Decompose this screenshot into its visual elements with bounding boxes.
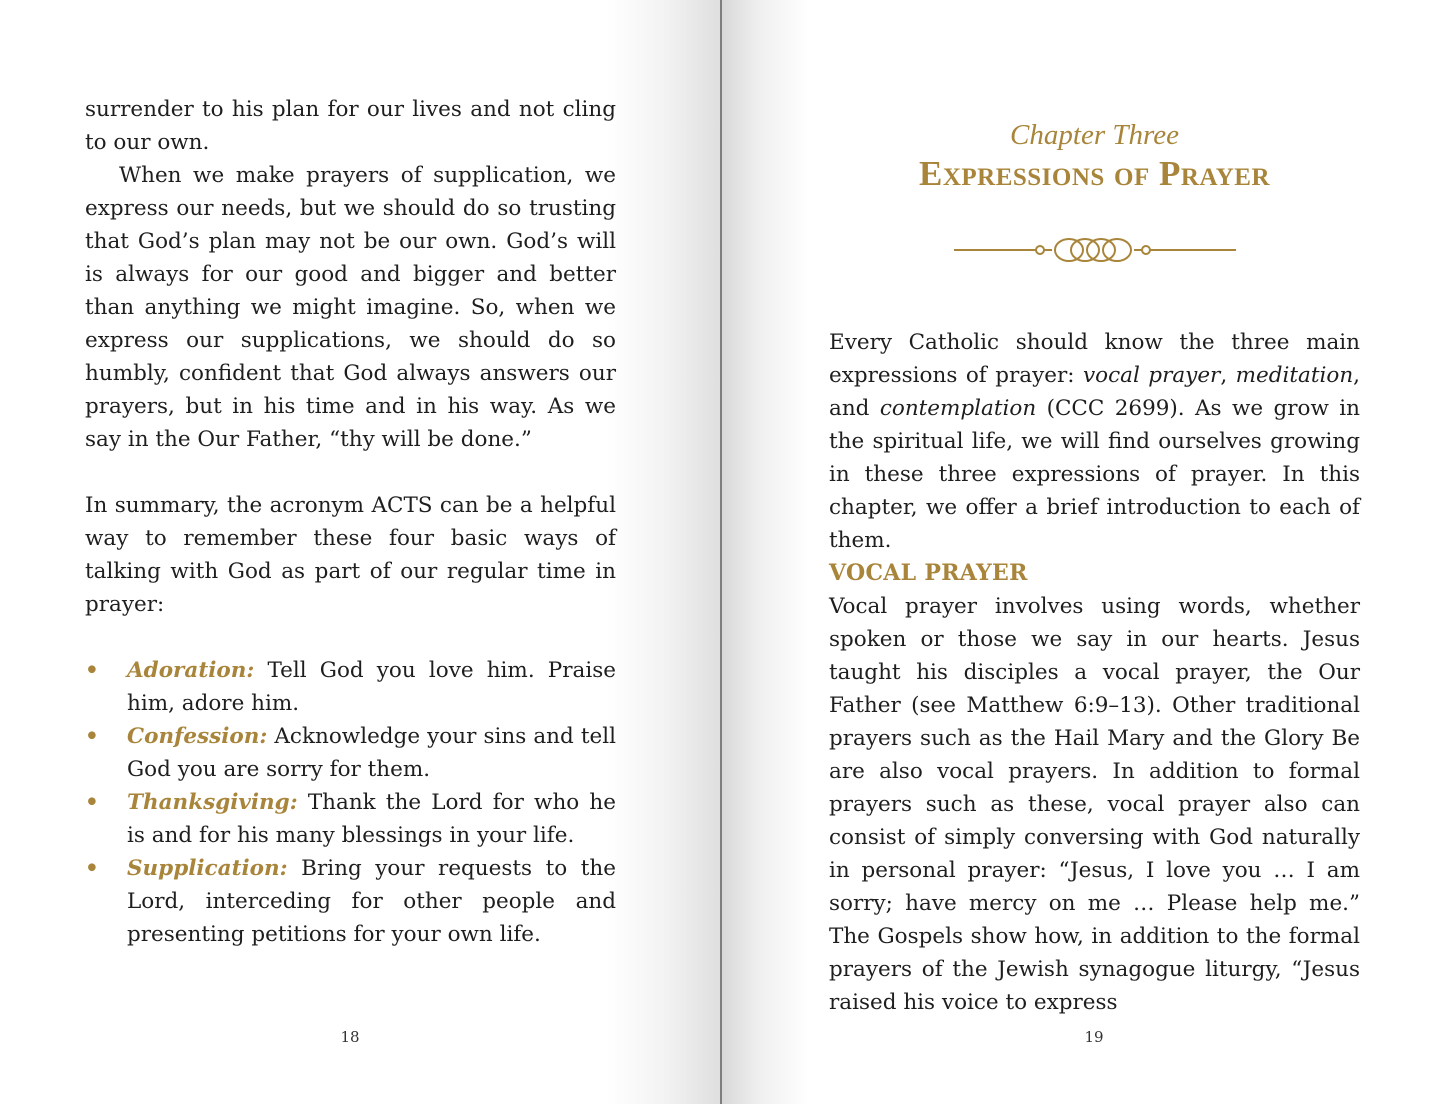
section-heading-vocal-prayer: VOCAL PRAYER [829,560,1028,586]
chapter-title: Expressions of Prayer [918,154,1271,193]
left-page [0,0,722,1104]
intro-emphasis-vocal: vocal prayer [1083,363,1221,388]
intro-emphasis-contemplation: contemplation [879,396,1037,421]
list-item-confession [85,720,616,786]
chapter-label: Chapter Three [1010,119,1179,151]
text-supplication: Bring your requests to the Lord, interceding for other people and presenting petitions for your own life. [127,856,616,947]
paragraph-supplication: When we make prayers of supplication, we express our needs, but we should do so trusting that God’s plan may not be our own. God’s will is always for our good and bigger and better than anything we might imagine. So, when we express our supplications, we should do so humbly, confident that God always answers our prayers, but in his time and in his way. As we say in the Our Father, “thy will be done.” [85,163,616,452]
term-supplication: Supplication: [127,856,288,881]
paragraph-vocal-prayer: Vocal prayer involves using words, whether spoken or those we say in our hearts. Jesus taught his disciples a vocal prayer, the Our Father (see Matthew 6:9–13). Other traditional prayers such as the Hail Mary and the Glory Be are also vocal prayers. In addition to formal prayers such as these, vocal prayer also can consist of simply conversing with God naturally in personal prayer: “Jesus, I love you … I am sorry; have mercy on me … Please help me.” The Gospels show how, in addition to the formal prayers of the Jewish synagogue liturgy, “Jesus raised his voice to express [829,594,1360,1015]
paragraph-intro [829,326,1360,557]
bullet-icon: • [85,658,99,683]
bullet-icon: • [85,790,99,815]
right-page [722,0,1445,1104]
paragraph-continuation: surrender to his plan for our lives and not cling to our own. [85,97,616,155]
ornament-divider-icon [952,233,1238,267]
paragraph-summary: In summary, the acronym ACTS can be a helpful way to remember these four basic ways of talking with God as part of our regular time in prayer: [85,493,616,617]
text-confession: Acknowledge your sins and tell God you are sorry for them. [127,724,616,782]
list-item-adoration [85,654,616,720]
acts-list [85,654,616,951]
term-adoration: Adoration: [127,658,255,683]
intro-text: , [1220,363,1236,388]
intro-text: Every Catholic should know the three main expressions of prayer: [829,330,1360,388]
intro-text: , and [829,363,1361,421]
bullet-icon: • [85,856,99,881]
intro-emphasis-meditation: meditation [1235,363,1354,388]
term-confession: Confession: [127,724,268,749]
bullet-icon: • [85,724,99,749]
text-thanksgiving: Thank the Lord for who he is and for his many blessings in your life. [127,790,616,848]
page-number-left: 18 [340,1028,360,1046]
list-item-supplication [85,852,616,951]
term-thanksgiving: Thanksgiving: [127,790,298,815]
right-page-text [829,326,1360,1019]
text-adoration: Tell God you love him. Praise him, adore him. [127,658,616,716]
list-item-thanksgiving [85,786,616,852]
page-number-right: 19 [1084,1028,1104,1046]
left-page-text [85,93,616,951]
intro-text: (CCC 2699). As we grow in the spiritual life, we will find ourselves growing in these three expressions of prayer. In this chapter, we offer a brief introduction to each of them. [829,396,1361,553]
